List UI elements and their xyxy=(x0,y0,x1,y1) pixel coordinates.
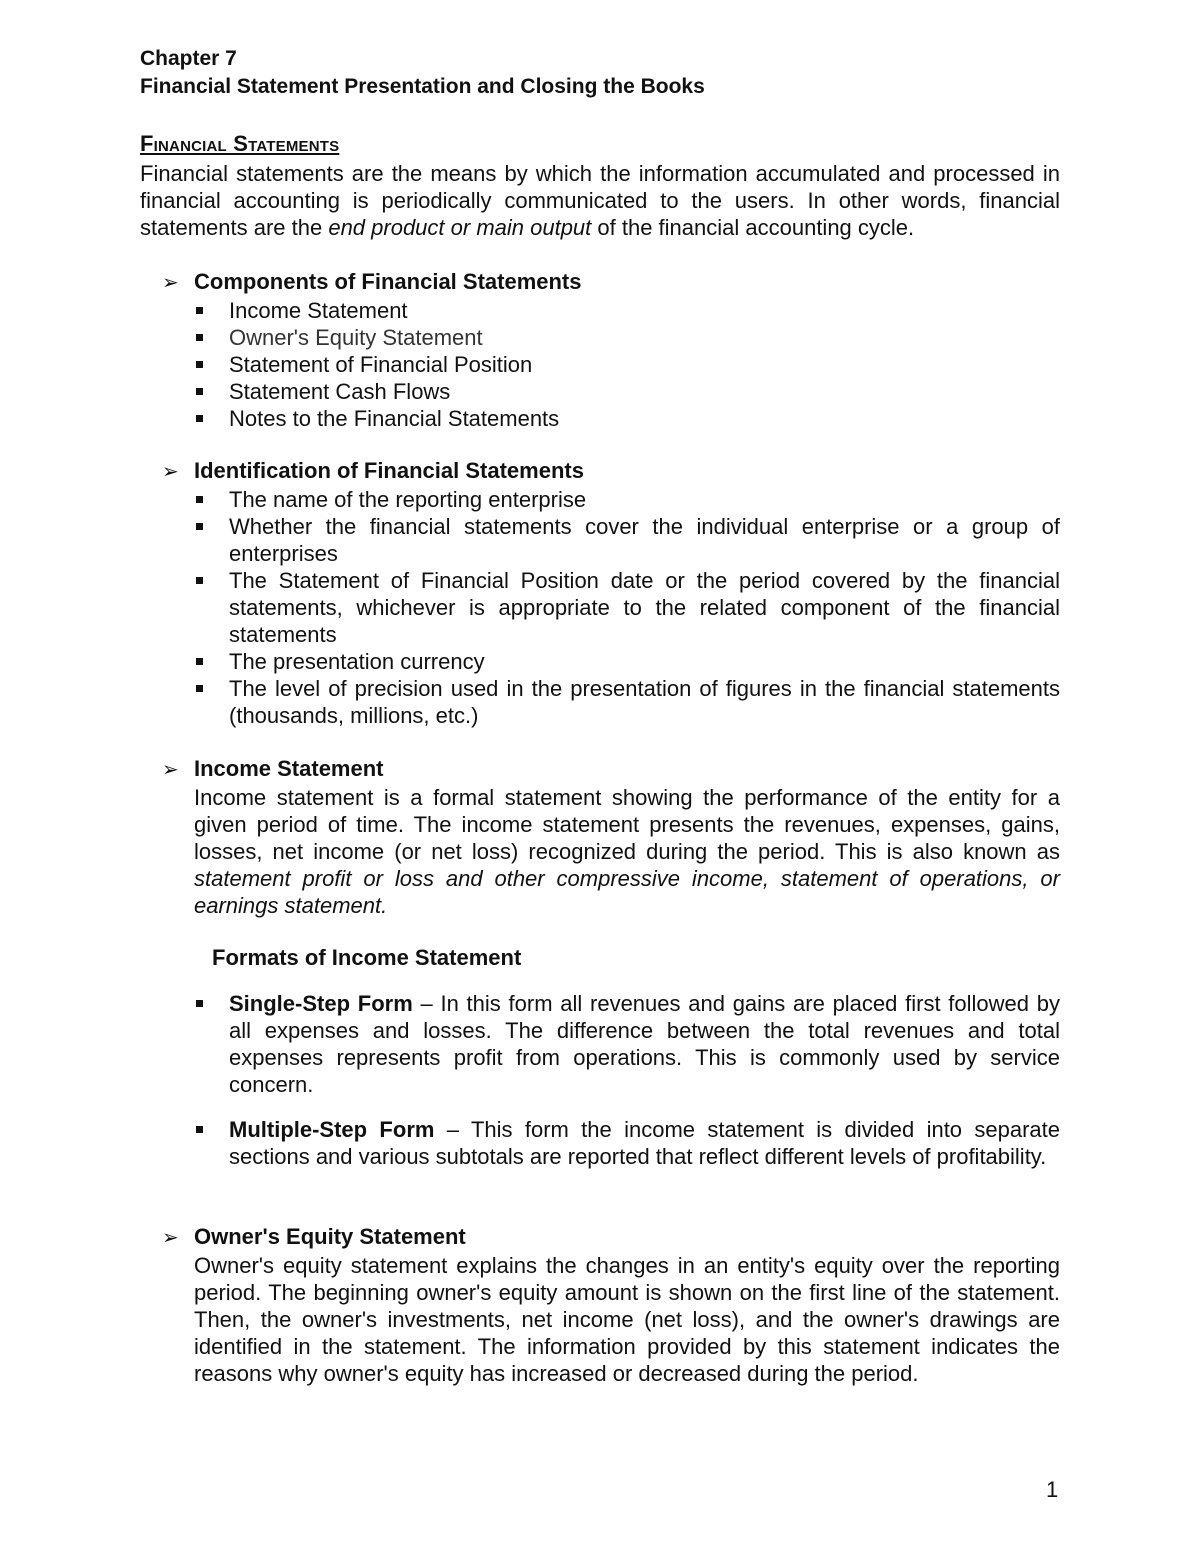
arrow-bullet-icon: ➢ xyxy=(162,1227,179,1249)
owners-equity-paragraph: Owner's equity statement explains the changes in an entity's equity over the reporting period. The beginning owner's equity amount is shown on the first line of the statement. Then, the owner's investments, net income (net loss), and the owner's drawings are identified in the statement. The information provided by this statement indicates the reasons why owner's equity has increased or decreased during the period. xyxy=(194,1253,1060,1386)
list-item xyxy=(194,297,1060,324)
square-bullet-icon xyxy=(196,496,203,503)
formats-block xyxy=(162,990,1060,1170)
multiple-step-text: – This form the income statement is divided into separate sections and various subtotals are reported that reflect different levels of profitability. xyxy=(229,1117,1060,1169)
formats-heading: Formats of Income Statement xyxy=(212,945,522,970)
list-item-text: Whether the financial statements cover the individual enterprise or a group of enterprises xyxy=(229,514,1060,566)
square-bullet-icon xyxy=(196,658,203,665)
list-item xyxy=(194,990,1060,1098)
single-step-term: Single-Step Form xyxy=(229,991,413,1016)
list-item xyxy=(194,405,1060,432)
income-statement-block xyxy=(162,755,1060,919)
list-item xyxy=(194,513,1060,567)
square-bullet-icon xyxy=(196,1126,203,1133)
list-item-text: Statement Cash Flows xyxy=(229,379,451,404)
section-heading: Financial Statements xyxy=(140,131,340,156)
identification-heading: Identification of Financial Statements xyxy=(194,458,584,483)
list-item xyxy=(194,324,1060,351)
income-statement-paragraph xyxy=(194,784,1060,919)
list-item-text: The level of precision used in the presentation of figures in the financial statements (thousands, millions, etc.) xyxy=(229,676,1060,728)
single-step-text: – In this form all revenues and gains are placed first followed by all expenses and losses. The difference between the total revenues and total expenses represents profit from operations. This is commonly used by service concern. xyxy=(229,991,1060,1097)
multiple-step-term: Multiple-Step Form xyxy=(229,1117,435,1142)
components-heading: Components of Financial Statements xyxy=(194,269,582,294)
list-item xyxy=(194,378,1060,405)
owners-equity-heading: Owner's Equity Statement xyxy=(194,1224,466,1249)
square-bullet-icon xyxy=(196,685,203,692)
list-item xyxy=(194,675,1060,729)
arrow-bullet-icon: ➢ xyxy=(162,759,179,781)
square-bullet-icon xyxy=(196,577,203,584)
chapter-subtitle: Financial Statement Presentation and Closing the Books xyxy=(140,75,705,98)
square-bullet-icon xyxy=(196,334,203,341)
list-item xyxy=(194,648,1060,675)
list-item-text: Notes to the Financial Statements xyxy=(229,406,560,431)
list-item-text: Statement of Financial Position xyxy=(229,352,533,377)
page-number: 1 xyxy=(1046,1477,1059,1502)
list-item xyxy=(194,1116,1060,1170)
identification-block xyxy=(162,457,1060,729)
income-statement-text: Income statement is a formal statement showing the performance of the entity for a given period of time. The income statement presents the revenues, expenses, gains, losses, net income (or net loss) recognized during the period. This is also known as xyxy=(194,785,1060,864)
square-bullet-icon xyxy=(196,307,203,314)
list-item-text: The name of the reporting enterprise xyxy=(229,487,587,512)
list-item xyxy=(194,567,1060,648)
income-statement-emphasis: statement profit or loss and other compressive income, statement of operations, or earnings statement. xyxy=(194,866,1060,918)
identification-list xyxy=(194,486,1060,729)
square-bullet-icon xyxy=(196,523,203,530)
list-item xyxy=(194,351,1060,378)
list-item-text: Income Statement xyxy=(229,298,408,323)
list-item xyxy=(194,486,1060,513)
income-statement-heading: Income Statement xyxy=(194,756,384,781)
components-list xyxy=(194,297,1060,432)
intro-paragraph xyxy=(140,160,1060,241)
list-item-text: Owner's Equity Statement xyxy=(229,325,483,350)
square-bullet-icon xyxy=(196,1000,203,1007)
list-item-text: The presentation currency xyxy=(229,649,485,674)
intro-emphasis: end product or main output xyxy=(328,215,592,240)
owners-equity-block xyxy=(162,1223,1060,1387)
intro-text-1: Financial statements are the means by which the information accumulated and processed in financial accounting is periodically communicated to the users. In other words, financial statements are the xyxy=(140,161,1060,240)
chapter-title: Chapter 7 xyxy=(140,47,237,70)
intro-text-2: of the financial accounting cycle. xyxy=(591,215,915,240)
square-bullet-icon xyxy=(196,388,203,395)
square-bullet-icon xyxy=(196,415,203,422)
arrow-bullet-icon: ➢ xyxy=(162,272,179,294)
square-bullet-icon xyxy=(196,361,203,368)
components-block xyxy=(162,268,1060,432)
formats-list xyxy=(194,990,1060,1170)
list-item-text: The Statement of Financial Position date or the period covered by the financial statements, whichever is appropriate to the related component of the financial statements xyxy=(229,568,1060,647)
arrow-bullet-icon: ➢ xyxy=(162,461,179,483)
